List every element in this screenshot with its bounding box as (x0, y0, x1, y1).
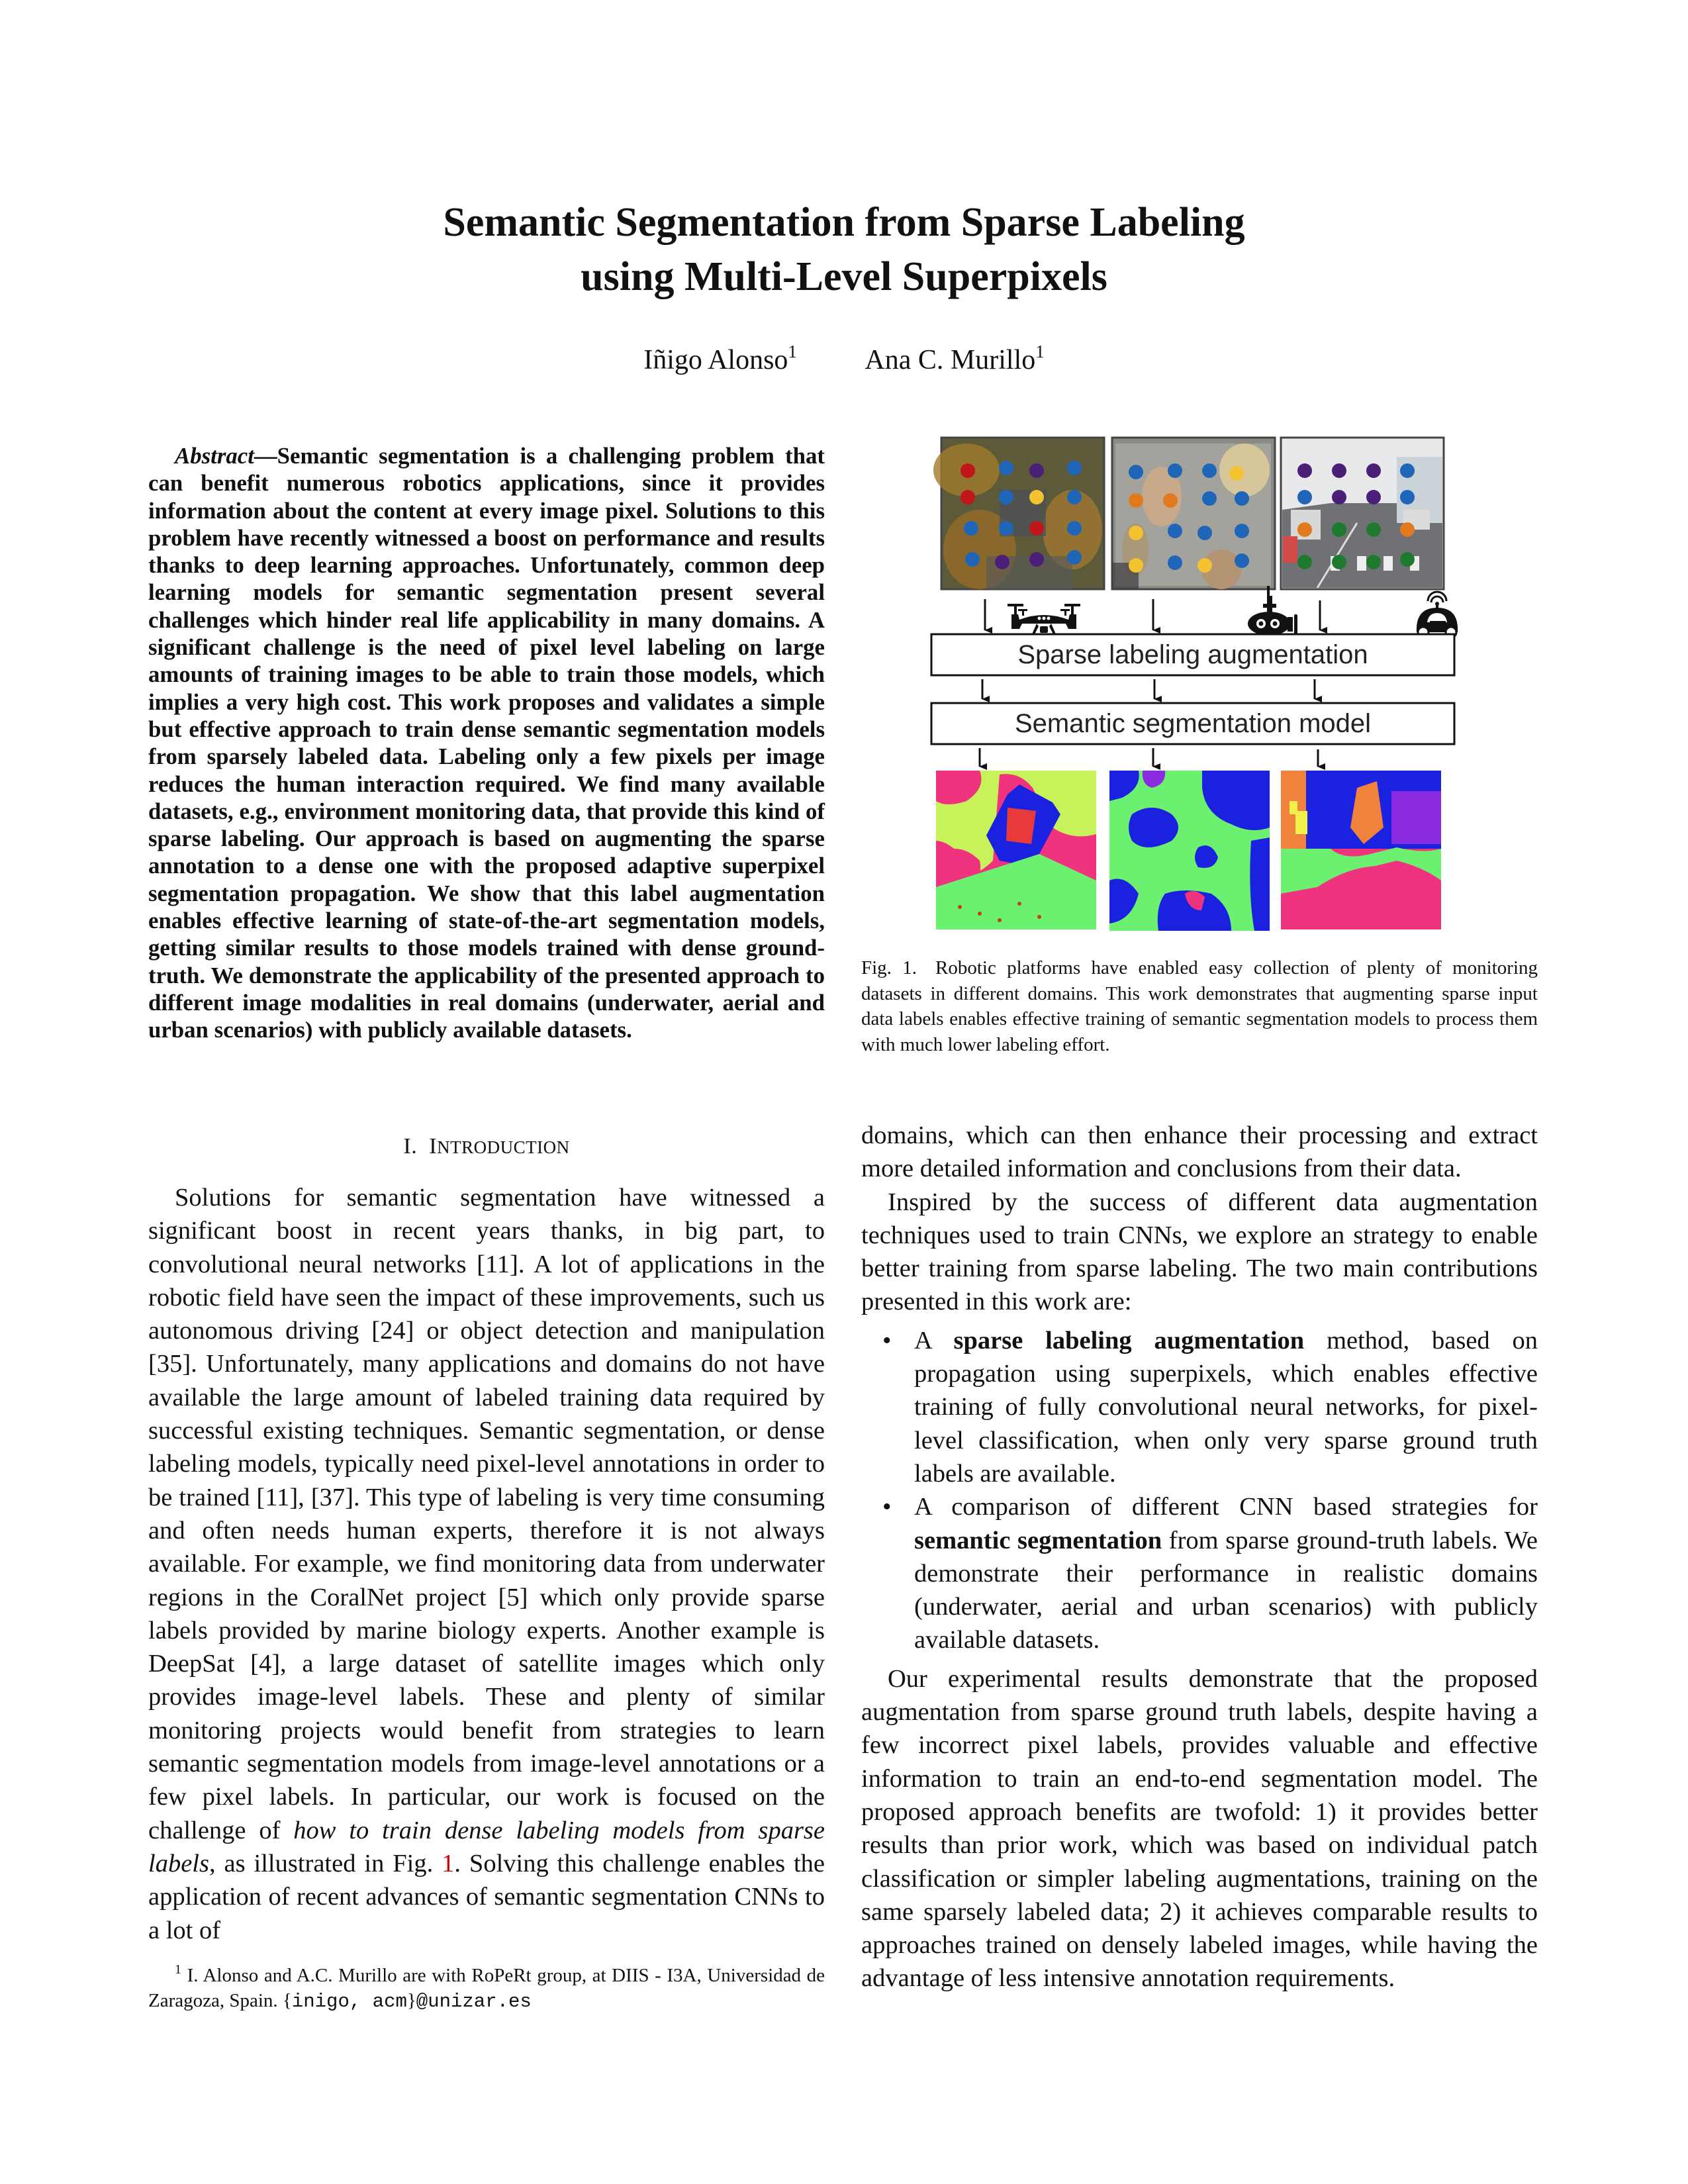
abstract: Abstract—Semantic segmentation is a challenging problem that can benefit numerous robotics applications, since it provides information about the content at every image pixel. Solutions to this problem have recently witnessed a boost on performance and results thanks to deep learning approaches. Unfortunately, common deep learning models for semantic segmentation present several challenges which hinder real life applicability in many domains. A significant challenge is the need of pixel level labeling on large amounts of training images to be able to train those models, which implies a very high cost. This work proposes and validates a simple but effective approach to train dense semantic segmentation models from sparsely labeled data. Labeling only a few pixels per image reduces the human interaction required. We find many available datasets, e.g., environment monitoring data, that provide this kind of sparse labeling. Our approach is based on augmenting the sparse annotation to a dense one with the proposed adaptive superpixel segmentation propagation. We show that this label augmentation enables effective learning of state-of-the-art segmentation models, getting similar results to those models trained with dense ground-truth. We demonstrate the applicability of the presented approach to different image modalities in real domains (underwater, aerial and urban scenarios) with publicly available datasets. (148, 443, 825, 1043)
intro-continuation: domains, which can then enhance their processing and extract more detailed information and conclusions from their data. (861, 1121, 1538, 1183)
section-heading-introduction: I. INTRODUCTION (403, 1134, 570, 1159)
figure-label: Fig. 1. (861, 957, 917, 978)
paper-title (0, 195, 1688, 304)
affiliation-mark: 1 (1035, 342, 1045, 361)
abstract-label: Abstract (175, 443, 254, 469)
list-item: • A comparison of different CNN based strategies for semantic segmentation from sparse ground-truth labels. We demonstrate their performance in realistic domains (underwater, aerial and urban scenarios) with publicly available datasets. (914, 1490, 1538, 1656)
sparse-labeling-augmentation-box (931, 634, 1454, 675)
affiliation-mark: 1 (788, 342, 797, 361)
footnote-mark: 1 (175, 1962, 181, 1977)
segmentation-output-aerial (936, 771, 1096, 929)
figure-1 (920, 430, 1483, 933)
list-item: • A sparse labeling augmentation method, based on propagation using superpixels, which enables effective training of fully convolutional neural networks, for pixel-level classification, when only very sparse ground truth labels are available. (914, 1324, 1538, 1490)
urban-image (1281, 438, 1444, 589)
intro-paragraph-3: Our experimental results demonstrate that the proposed augmentation from sparse ground truth labels, despite having a few incorrect pixel labels, provides valuable and effective information to train an end-to-end segmentation model. The proposed approach benefits are twofold: 1) it provides better results than prior work, which was based on individual patch classification or simpler labeling augmentations, training on the same sparsely labeled data; 2) it achieves comparable results to approaches trained on densely labeled images, while having the advantage of less intensive annotation requirements. (861, 1664, 1538, 1993)
intro-paragraph-2: Inspired by the success of different data augmentation techniques used to train CNNs, we explore an strategy to enable better training from sparse labeling. The two main contributions presented in this work are: (861, 1188, 1538, 1316)
svg-text:Sparse labeling augmentation: Sparse labeling augmentation (1017, 640, 1368, 669)
title-line-1: Semantic Segmentation from Sparse Labeling (443, 200, 1245, 245)
author-1: Iñigo Alonso$^1$ (643, 342, 797, 375)
submarine-icon (1248, 586, 1297, 636)
drone-icon (1008, 604, 1080, 636)
contributions-list (861, 1324, 1538, 1657)
semantic-segmentation-model-box (931, 703, 1454, 744)
figure-1-caption: Fig. 1. Robotic platforms have enabled easy collection of plenty of monitoring datasets in different domains. This work demonstrates that augmenting sparse input data labels enables effective training of semantic segmentation models to process them with much lower labeling effort. (861, 957, 1538, 1055)
title-line-2: using Multi-Level Superpixels (581, 254, 1107, 299)
emphasis-text: how to train dense labeling models from sparse labels (148, 1816, 825, 1877)
author-2: Ana C. Murillo$^1$ (865, 342, 1045, 375)
autonomous-car-icon (1417, 592, 1458, 638)
email-names: inigo, acm (291, 1991, 407, 2013)
intro-paragraph-1: Solutions for semantic segmentation have witnessed a significant boost in recent years thanks, in big part, to convolutional neural networks [11]. A lot of applications in the robotic field have seen the impact of these improvements, such us autonomous driving [24] or object detection and manipulation [35]. Unfortunately, many applications and domains do not have available the large amount of labeled training data required by successful existing techniques. Semantic segmentation, or dense labeling models, typically need pixel-level annotations in order to be trained [11], [37]. This type of labeling is very time consuming and often needs human experts, therefore it is not always available. For example, we find monitoring data from underwater regions in the CoralNet project [5] which only provide sparse labels provided by marine biology experts. Another example is DeepSat [4], a large dataset of satellite images which only provides image-level labels. These and plenty of similar monitoring projects would benefit from strategies to learn semantic segmentation models from image-level annotations or a few pixel labels. In particular, our work is focused on the challenge of how to train dense labeling models from sparse labels, as illustrated in Fig. 1. Solving this challenge enables the application of recent advances of semantic segmentation CNNs to a lot of (148, 1184, 825, 1944)
footnote-affiliation: $^1$ I. Alonso and A.C. Murillo are with RoPeRt group, at DIIS - I3A, Universidad de Zaragoza, Spain. {inigo, acm}@unizar.es (148, 1962, 825, 2013)
segmentation-output-urban (1281, 771, 1441, 929)
author-list (0, 344, 1688, 376)
figure-reference-link[interactable]: 1 (442, 1849, 455, 1877)
aerial-image (933, 438, 1104, 589)
email-domain: @unizar.es (416, 1991, 532, 2013)
abstract-text: Semantic segmentation is a challenging problem that can benefit numerous robotics applications, since it provides information about the content at every image pixel. Solutions to this problem have recently witnessed a boost on performance and results thanks to deep learning approaches. Unfortunately, common deep learning models for semantic segmentation present several challenges which hinder real life applicability in many domains. A significant challenge is the need of pixel level labeling on large amounts of training images to be able to train those models, which implies a very high cost. This work proposes and validates a simple but effective approach to train dense semantic segmentation models from sparsely labeled data. Labeling only a few pixels per image reduces the human interaction required. We find many available datasets, e.g., environment monitoring data, that provide this kind of sparse labeling. Our approach is based on augmenting the sparse annotation to a dense one with the proposed adaptive superpixel segmentation propagation. We show that this label augmentation enables effective learning of state-of-the-art segmentation models, getting similar results to those models trained with dense ground-truth. We demonstrate the applicability of the presented approach to different image modalities in real domains (underwater, aerial and urban scenarios) with publicly available datasets. (148, 443, 825, 1043)
underwater-image (1112, 438, 1275, 589)
svg-text:Semantic segmentation model: Semantic segmentation model (1014, 709, 1372, 738)
segmentation-output-underwater (1109, 771, 1270, 931)
intro-right-column (861, 1119, 1538, 1995)
